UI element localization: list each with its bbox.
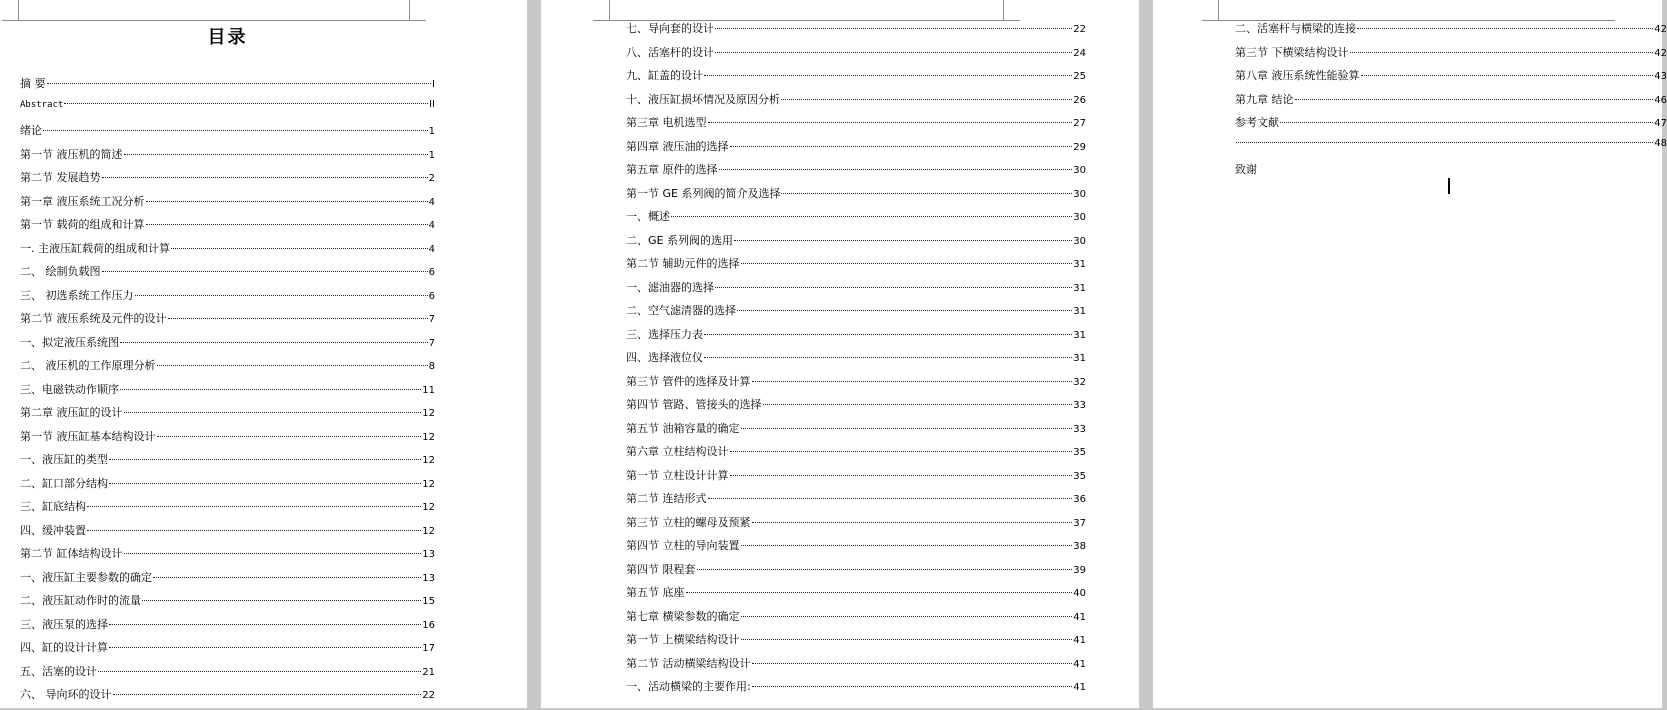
toc-entry-page-number: 41 — [1073, 658, 1086, 670]
dot-leader — [737, 310, 1072, 311]
toc-entry-page-number: 12 — [422, 478, 435, 490]
toc-entry-page-number: 22 — [1073, 24, 1086, 35]
toc-entry-label: 第四节 立柱的导向装置 — [626, 539, 740, 552]
toc-entry-label: 第一节 GE 系列阀的简介及选择 — [626, 186, 781, 200]
toc-entry[interactable] — [626, 91, 1086, 115]
toc-entry[interactable] — [1235, 161, 1667, 185]
toc-entry-label: 一、拟定液压系统图 — [20, 335, 119, 349]
toc-entry[interactable] — [626, 373, 1086, 397]
toc-entry[interactable] — [20, 169, 435, 193]
toc-entry-page-number: 6 — [428, 267, 435, 278]
toc-entry-label: 二、活塞杆与横梁的连接 — [1235, 22, 1356, 35]
dot-leader — [741, 428, 1073, 429]
toc-entry-page-number: 38 — [1073, 541, 1086, 552]
dot-leader — [120, 389, 421, 390]
dot-leader — [102, 177, 428, 178]
toc-entry-page-number: 36 — [1073, 494, 1086, 505]
toc-entry-page-number: 30 — [1073, 235, 1086, 247]
header-margin-line — [19, 0, 409, 21]
toc-entry-label: 三、 初选系统工作压力 — [20, 288, 134, 302]
toc-entry[interactable] — [1235, 44, 1667, 68]
toc-entry-label: 一、液压缸主要参数的确定 — [20, 570, 152, 584]
toc-entry-page-number: 22 — [422, 690, 435, 701]
toc-entry-page-number: 31 — [1073, 259, 1086, 270]
toc-entry-page-number: 1 — [428, 126, 435, 137]
toc-entry-label: 一、活动横梁的主要作用: — [626, 680, 751, 693]
toc-entry-page-number: 30 — [1073, 188, 1086, 200]
toc-entry[interactable] — [20, 639, 435, 663]
toc-entry-label: 第二节 连结形式 — [626, 492, 707, 505]
toc-entry[interactable] — [1235, 114, 1667, 138]
dot-leader — [113, 694, 422, 695]
toc-title: 目录 — [207, 27, 248, 48]
toc-entry[interactable] — [20, 99, 435, 123]
dot-leader — [146, 224, 428, 225]
toc-entry-label: 摘 要 — [20, 77, 46, 90]
toc-entry-label: 四、缓冲装置 — [20, 523, 86, 537]
toc-entry[interactable] — [20, 686, 435, 710]
toc-entry[interactable] — [626, 255, 1086, 279]
dot-leader — [730, 146, 1073, 147]
toc-entry-page-number: 32 — [1073, 376, 1086, 388]
toc-entry-page-number: 6 — [428, 290, 435, 302]
toc-entry-page-number: 39 — [1073, 564, 1086, 576]
dot-leader — [715, 28, 1072, 29]
toc-entry-page-number: 4 — [428, 220, 435, 231]
toc-entry-label: 绪论 — [20, 124, 42, 137]
toc-entry-label: 一、滤油器的选择 — [626, 280, 714, 294]
toc-entry-label: 四、缸的设计计算 — [20, 641, 108, 654]
margin-corner-mark — [1003, 0, 1020, 21]
toc-entry[interactable] — [626, 279, 1086, 303]
dot-leader — [708, 122, 1073, 123]
toc-entry-page-number: 40 — [1073, 588, 1086, 599]
toc-entry-page-number: 41 — [1073, 635, 1086, 646]
dot-leader — [671, 216, 1072, 217]
toc-entry-label: Abstract — [20, 99, 64, 110]
margin-corner-mark — [593, 0, 610, 21]
toc-entry[interactable] — [626, 678, 1086, 702]
toc-list-page-3 — [1235, 20, 1667, 185]
toc-entry[interactable] — [626, 44, 1086, 68]
toc-entry-label: 三、缸底结构 — [20, 500, 86, 513]
dot-leader — [87, 506, 421, 507]
toc-entry-page-number: 15 — [422, 596, 435, 607]
toc-entry-label: 二、 绘制负载图 — [20, 265, 101, 278]
toc-entry-page-number: 12 — [422, 525, 435, 537]
toc-entry[interactable] — [20, 569, 435, 593]
toc-entry-label: 二、 液压机的工作原理分析 — [20, 359, 156, 372]
toc-entry-label: 第一节 液压机的简述 — [20, 147, 123, 161]
toc-entry-page-number: II — [429, 98, 435, 110]
toc-entry-label: 三、液压泵的选择 — [20, 617, 108, 631]
toc-entry[interactable] — [626, 349, 1086, 373]
dot-leader — [109, 624, 421, 625]
toc-entry-page-number: 4 — [428, 196, 435, 208]
document-page-2 — [541, 0, 1139, 708]
dot-leader — [752, 686, 1073, 687]
dot-leader — [157, 365, 428, 366]
dot-leader — [1236, 142, 1653, 143]
toc-entry[interactable] — [626, 20, 1086, 44]
toc-entry-page-number: 24 — [1073, 47, 1086, 59]
toc-entry-label: 第三章 电机选型 — [626, 116, 707, 129]
toc-entry[interactable] — [626, 443, 1086, 467]
toc-entry-page-number: 33 — [1073, 423, 1086, 435]
margin-corner-mark — [2, 0, 19, 21]
toc-entry[interactable] — [1235, 20, 1667, 44]
toc-entry[interactable] — [1235, 91, 1667, 115]
dot-leader — [734, 240, 1072, 241]
toc-entry-page-number: 47 — [1654, 118, 1667, 129]
dot-leader — [781, 99, 1072, 100]
dot-leader — [135, 295, 428, 296]
dot-leader — [146, 201, 428, 202]
toc-entry-page-number: 41 — [1073, 682, 1086, 693]
dot-leader — [120, 342, 428, 343]
toc-entry-page-number: 48 — [1654, 137, 1667, 149]
toc-entry-label: 一、概述 — [626, 210, 670, 223]
toc-entry-label: 参考文献 — [1235, 116, 1279, 129]
toc-entry-label: 一. 主液压缸载荷的组成和计算 — [20, 241, 170, 255]
toc-entry-label: 第四节 限程套 — [626, 562, 696, 576]
dot-leader — [741, 545, 1073, 546]
toc-entry-label: 第一节 上横梁结构设计 — [626, 633, 740, 646]
toc-entry-page-number: 11 — [422, 384, 435, 396]
toc-entry-page-number: 31 — [1073, 282, 1086, 294]
dot-leader — [704, 75, 1072, 76]
toc-entry-page-number: 12 — [422, 502, 435, 513]
dot-leader — [109, 459, 421, 460]
toc-entry[interactable] — [20, 498, 435, 522]
toc-entry[interactable] — [20, 592, 435, 616]
toc-entry[interactable] — [1235, 67, 1667, 91]
toc-entry-label: 七、导向套的设计 — [626, 22, 714, 35]
dot-leader — [109, 483, 421, 484]
toc-entry-label: 二、GE 系列阀的选用 — [626, 233, 733, 247]
toc-entry-label: 第五章 原件的选择 — [626, 163, 718, 176]
toc-entry-page-number: 12 — [422, 455, 435, 466]
toc-entry[interactable] — [20, 663, 435, 687]
dot-leader — [1361, 75, 1654, 76]
toc-entry[interactable] — [626, 561, 1086, 585]
toc-entry[interactable] — [626, 467, 1086, 491]
toc-entry-label: 二、液压缸动作时的流量 — [20, 594, 141, 607]
dot-leader — [697, 569, 1073, 570]
toc-entry-page-number: 4 — [428, 243, 435, 255]
margin-corner-mark — [1202, 0, 1219, 21]
toc-entry[interactable] — [20, 428, 435, 452]
dot-leader — [43, 130, 428, 131]
toc-list-page-1 — [20, 75, 435, 710]
toc-entry[interactable] — [626, 514, 1086, 538]
header-margin-line — [610, 0, 1003, 21]
toc-entry[interactable] — [626, 302, 1086, 326]
toc-entry-page-number: 13 — [422, 572, 435, 584]
toc-entry-page-number: 31 — [1073, 329, 1086, 341]
toc-entry[interactable] — [626, 208, 1086, 232]
toc-entry[interactable] — [20, 240, 435, 264]
toc-entry-page-number: 30 — [1073, 212, 1086, 223]
toc-entry-label: 三、电磁铁动作顺序 — [20, 382, 119, 396]
dot-leader — [752, 663, 1073, 664]
toc-entry[interactable] — [626, 608, 1086, 632]
dot-leader — [763, 404, 1073, 405]
toc-list-page-2 — [626, 20, 1086, 702]
toc-entry-page-number: 1 — [428, 149, 435, 161]
toc-entry[interactable] — [20, 475, 435, 499]
toc-entry[interactable] — [20, 545, 435, 569]
dot-leader — [168, 318, 428, 319]
toc-entry-label: 第三节 立柱的螺母及预紧 — [626, 515, 751, 529]
toc-entry-page-number: 12 — [422, 431, 435, 443]
toc-entry-page-number: 27 — [1073, 118, 1086, 129]
dot-leader — [47, 83, 432, 84]
toc-entry-label: 致谢 — [1235, 163, 1257, 176]
toc-entry[interactable] — [626, 631, 1086, 655]
toc-entry[interactable] — [20, 381, 435, 405]
toc-entry-label: 第五节 油箱容量的确定 — [626, 421, 740, 435]
toc-entry-label: 第一节 立柱设计计算 — [626, 468, 729, 482]
toc-entry[interactable] — [626, 396, 1086, 420]
dot-leader — [124, 553, 422, 554]
toc-entry-label: 四、选择液位仪 — [626, 351, 703, 364]
toc-entry[interactable] — [20, 404, 435, 428]
header-margin-line — [1219, 0, 1615, 21]
toc-entry-label: 二、缸口部分结构 — [20, 476, 108, 490]
toc-entry-label: 第二节 液压系统及元件的设计 — [20, 312, 167, 325]
toc-entry-page-number: 7 — [428, 314, 435, 325]
toc-entry-label: 十、液压缸损坏情况及原因分析 — [626, 92, 780, 106]
toc-entry-label: 第三节 管件的选择及计算 — [626, 374, 751, 388]
dot-leader — [730, 451, 1073, 452]
toc-entry-label: 第二节 辅助元件的选择 — [626, 257, 740, 270]
toc-entry[interactable] — [626, 420, 1086, 444]
toc-entry-page-number: 35 — [1073, 470, 1086, 482]
dot-leader — [704, 357, 1072, 358]
dot-leader — [98, 671, 421, 672]
toc-entry-page-number: 17 — [422, 643, 435, 654]
dot-leader — [157, 436, 422, 437]
toc-entry-label: 第三节 下横梁结构设计 — [1235, 45, 1349, 59]
toc-entry[interactable] — [20, 216, 435, 240]
toc-entry-label: 第八章 液压系统性能验算 — [1235, 69, 1360, 82]
dot-leader — [741, 639, 1073, 640]
toc-entry-page-number: 29 — [1073, 141, 1086, 153]
toc-entry-page-number: 31 — [1073, 306, 1086, 317]
toc-entry[interactable] — [626, 584, 1086, 608]
toc-entry[interactable] — [626, 490, 1086, 514]
toc-entry-page-number: 33 — [1073, 400, 1086, 411]
toc-entry[interactable] — [626, 232, 1086, 256]
toc-entry-page-number: 46 — [1654, 94, 1667, 106]
toc-entry-label: 五、活塞的设计 — [20, 664, 97, 678]
toc-entry-page-number: 26 — [1073, 94, 1086, 106]
toc-entry-page-number: 8 — [428, 361, 435, 372]
toc-entry-page-number: 16 — [422, 619, 435, 631]
dot-leader — [124, 154, 428, 155]
toc-entry-label: 第二节 活动横梁结构设计 — [626, 656, 751, 670]
toc-entry-label: 九、缸盖的设计 — [626, 69, 703, 82]
dot-leader — [64, 103, 428, 104]
toc-entry-label: 第一章 液压系统工况分析 — [20, 194, 145, 208]
dot-leader — [102, 271, 428, 272]
toc-entry-label: 八、活塞杆的设计 — [626, 45, 714, 59]
toc-entry[interactable] — [20, 334, 435, 358]
toc-entry[interactable] — [626, 537, 1086, 561]
dot-leader — [781, 193, 1072, 194]
dot-leader — [87, 530, 421, 531]
toc-entry[interactable] — [20, 616, 435, 640]
toc-entry-page-number: 42 — [1654, 47, 1667, 59]
toc-entry[interactable] — [20, 122, 435, 146]
toc-entry[interactable] — [20, 193, 435, 217]
toc-entry[interactable] — [20, 310, 435, 334]
dot-leader — [142, 600, 421, 601]
toc-entry-label: 二、空气滤清器的选择 — [626, 304, 736, 317]
toc-entry[interactable] — [1235, 138, 1667, 162]
toc-entry[interactable] — [626, 185, 1086, 209]
toc-entry-label: 第二章 液压缸的设计 — [20, 406, 123, 419]
dot-leader — [1280, 122, 1653, 123]
dot-leader — [741, 263, 1073, 264]
toc-entry-page-number: 41 — [1073, 611, 1086, 623]
toc-entry-page-number: 43 — [1654, 71, 1667, 82]
toc-entry-page-number: 2 — [428, 173, 435, 184]
toc-entry-page-number: 12 — [422, 408, 435, 419]
text-cursor — [1448, 178, 1450, 194]
dot-leader — [1357, 28, 1653, 29]
toc-entry[interactable] — [20, 522, 435, 546]
toc-entry-page-number: I — [432, 79, 435, 90]
dot-leader — [171, 248, 428, 249]
document-page-3 — [1153, 0, 1667, 708]
toc-entry[interactable] — [626, 326, 1086, 350]
toc-entry-label: 第四章 液压油的选择 — [626, 139, 729, 153]
margin-corner-mark — [409, 0, 426, 21]
toc-entry[interactable] — [626, 655, 1086, 679]
toc-entry[interactable] — [626, 114, 1086, 138]
toc-entry-label: 第一节 液压缸基本结构设计 — [20, 429, 156, 443]
dot-leader — [752, 522, 1073, 523]
document-page-1 — [0, 0, 527, 708]
toc-entry-label: 一、液压缸的类型 — [20, 453, 108, 466]
toc-entry[interactable] — [20, 451, 435, 475]
toc-entry-label: 三、选择压力表 — [626, 327, 703, 341]
dot-leader — [1295, 99, 1654, 100]
dot-leader — [719, 169, 1073, 170]
toc-entry-page-number: 37 — [1073, 517, 1086, 529]
toc-entry-label: 第二节 缸体结构设计 — [20, 547, 123, 560]
toc-entry[interactable] — [626, 67, 1086, 91]
toc-entry[interactable] — [20, 263, 435, 287]
toc-entry-page-number: 31 — [1073, 353, 1086, 364]
toc-entry-label: 第一节 载荷的组成和计算 — [20, 218, 145, 231]
toc-entry-label: 第六章 立柱结构设计 — [626, 445, 729, 458]
dot-leader — [704, 334, 1072, 335]
dot-leader — [124, 412, 422, 413]
toc-entry[interactable] — [20, 357, 435, 381]
toc-entry-page-number: 7 — [428, 337, 435, 349]
dot-leader — [715, 287, 1072, 288]
dot-leader — [730, 475, 1073, 476]
toc-entry-label: 第四节 管路、管接头的选择 — [626, 398, 762, 411]
toc-entry-page-number: 30 — [1073, 165, 1086, 176]
toc-entry-label: 六、 导向环的设计 — [20, 688, 112, 701]
toc-entry-label: 第七章 横梁参数的确定 — [626, 609, 740, 623]
dot-leader — [752, 381, 1073, 382]
dot-leader — [109, 647, 421, 648]
toc-entry-page-number: 25 — [1073, 71, 1086, 82]
toc-entry-label: 第五节 底座 — [626, 586, 685, 599]
toc-entry[interactable] — [20, 75, 435, 99]
toc-entry-page-number: 13 — [422, 549, 435, 560]
toc-entry-label: 第二节 发展趋势 — [20, 171, 101, 184]
dot-leader — [153, 577, 421, 578]
dot-leader — [741, 616, 1073, 617]
toc-entry-label: 第九章 结论 — [1235, 92, 1294, 106]
dot-leader — [715, 52, 1072, 53]
toc-entry-page-number: 21 — [422, 666, 435, 678]
toc-entry-page-number: 42 — [1654, 24, 1667, 35]
toc-entry[interactable] — [20, 287, 435, 311]
toc-entry[interactable] — [626, 138, 1086, 162]
toc-entry[interactable] — [626, 161, 1086, 185]
dot-leader — [1350, 52, 1654, 53]
toc-entry[interactable] — [20, 146, 435, 170]
dot-leader — [708, 498, 1073, 499]
dot-leader — [686, 592, 1073, 593]
toc-entry-page-number: 35 — [1073, 447, 1086, 458]
